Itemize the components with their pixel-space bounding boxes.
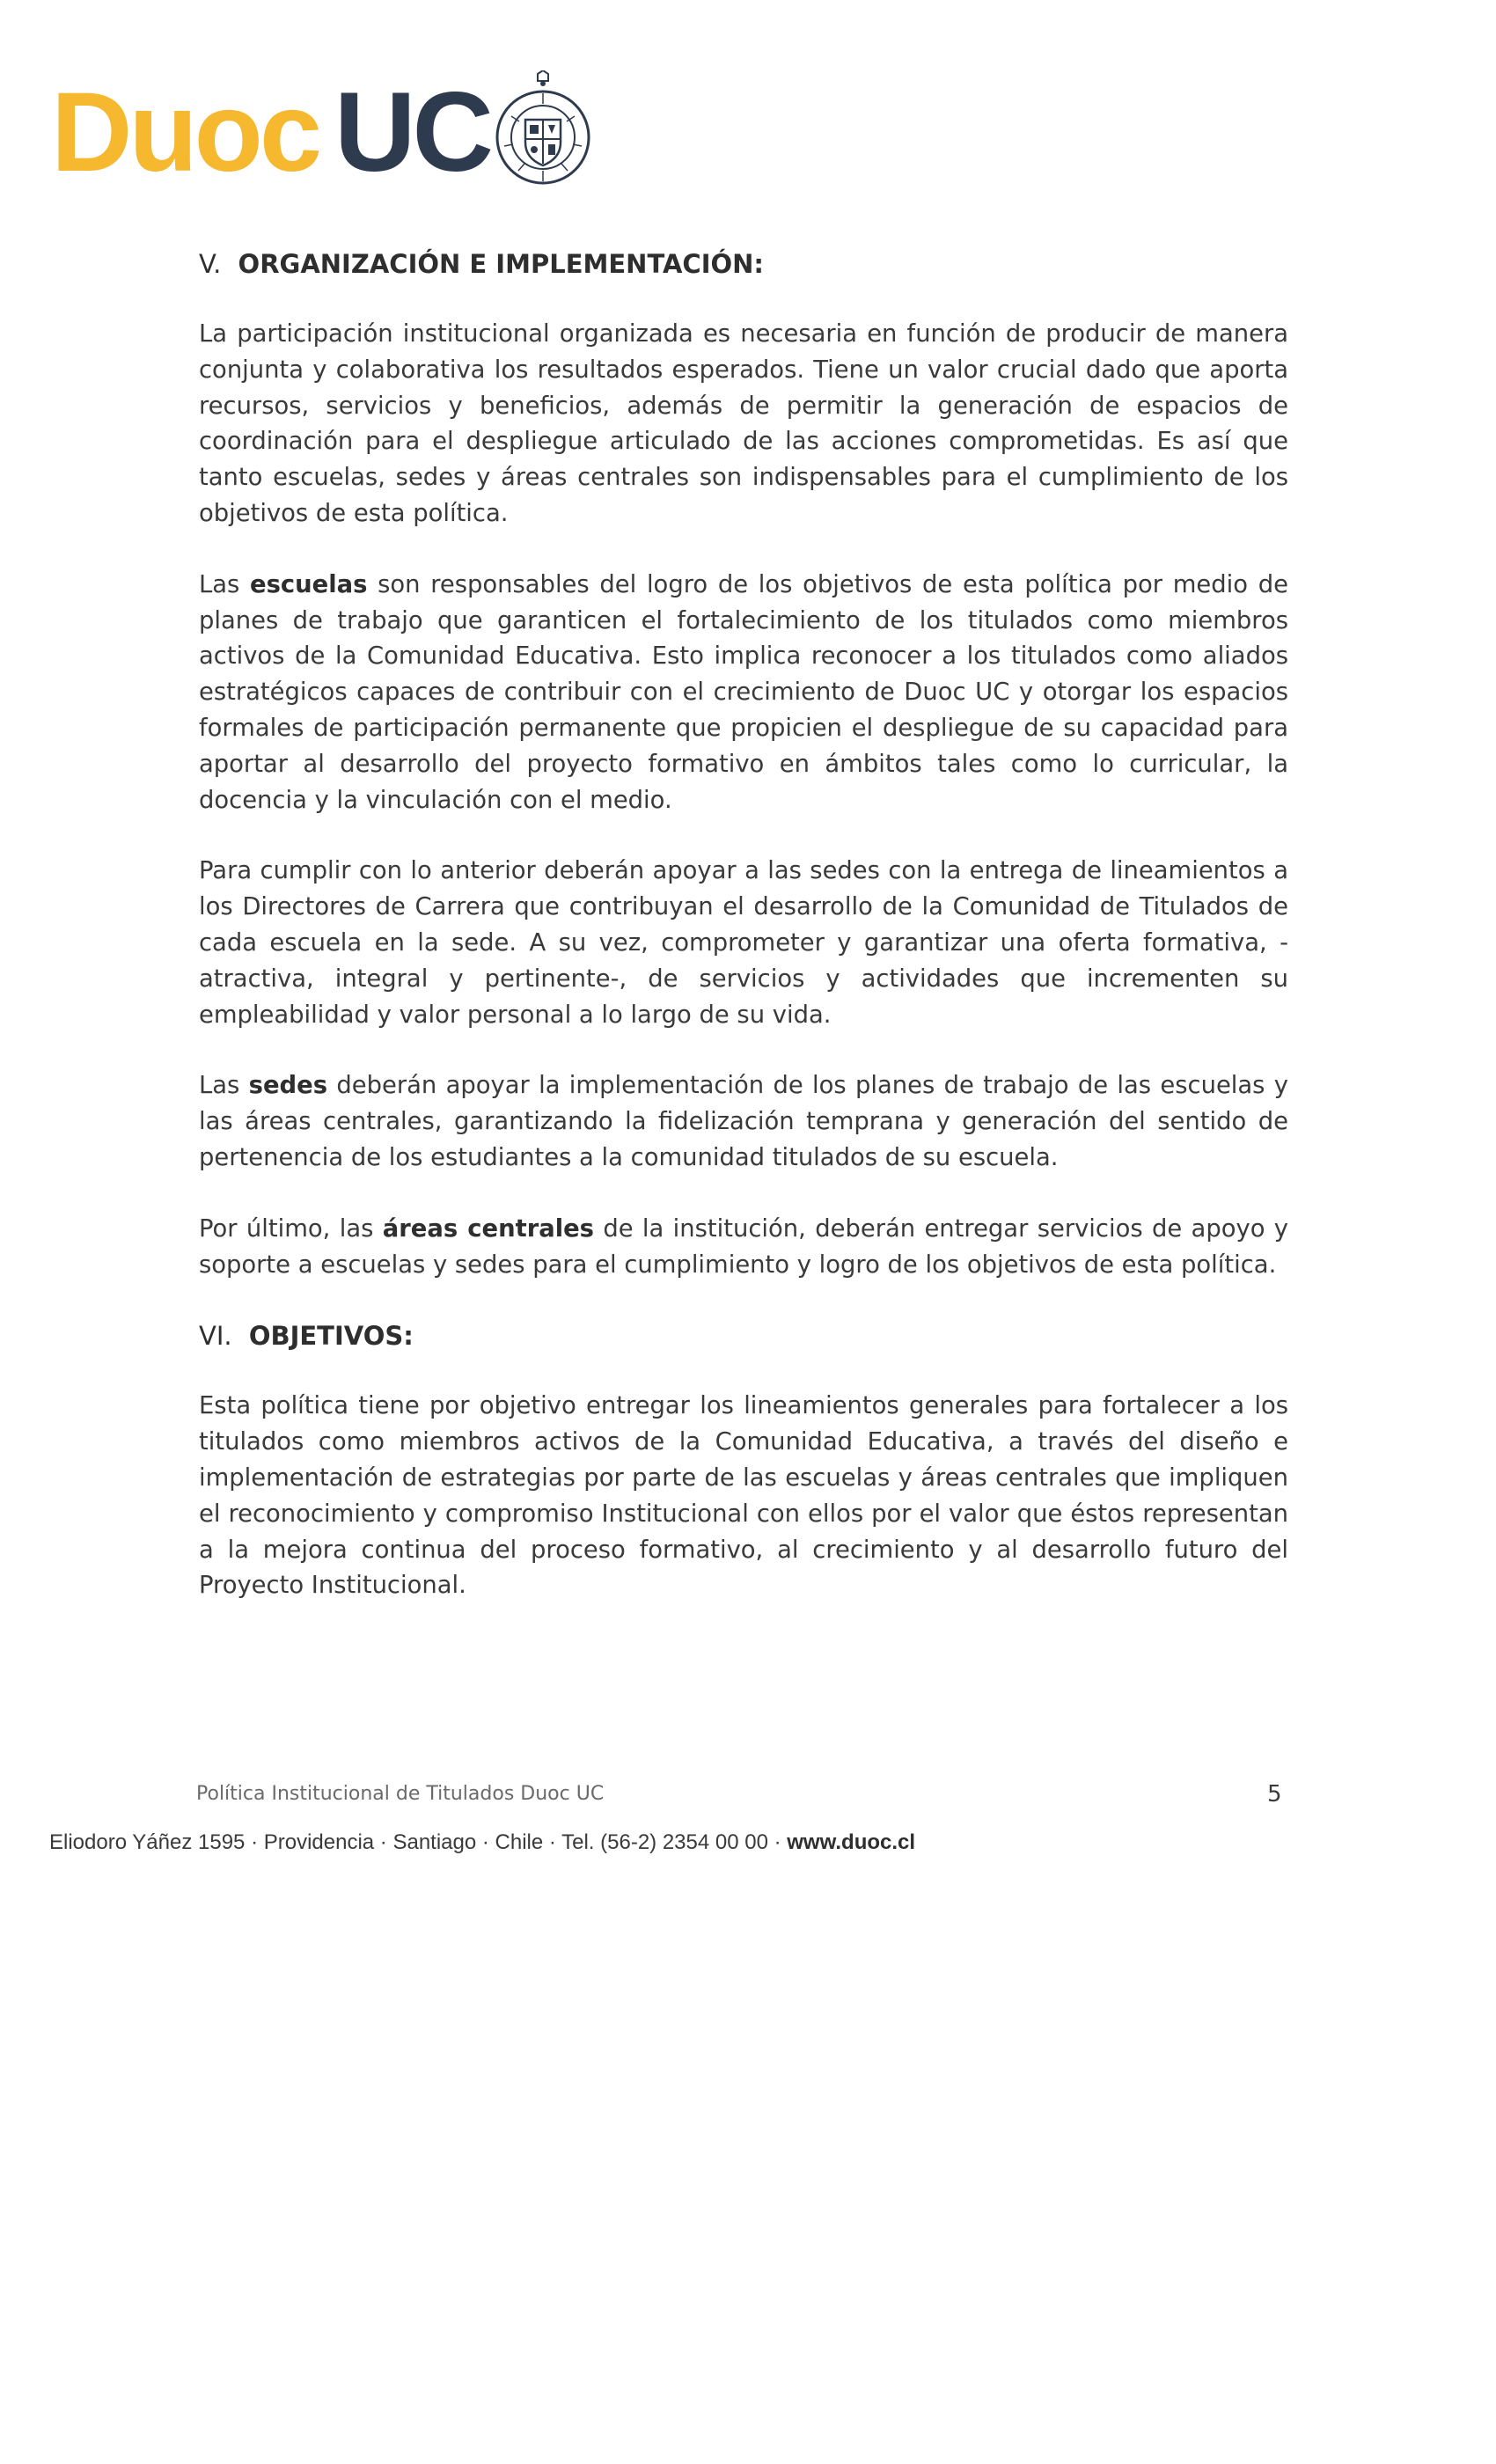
paragraph: Para cumplir con lo anterior deberán apoyar a las sedes con la entrega de lineamientos a los Directores de Carrera que contribuyan el desarrollo de la Comunidad de Titulados de cada escuela en la sede. A su vez, comprometer y garantizar una oferta formativa, -atractiva, integral y pertinente-, de servicios y actividades que incrementen su empleabilidad y valor personal a lo largo de su vida.	[199, 857, 1288, 1029]
section-heading-organizacion	[199, 246, 1288, 282]
section-number: V.	[199, 249, 222, 279]
page-number: 5	[1267, 1781, 1282, 1808]
section-title: ORGANIZACIÓN E IMPLEMENTACIÓN:	[238, 249, 765, 279]
website-link[interactable]: www.duoc.cl	[787, 1830, 916, 1854]
paragraph-escuelas: Las escuelas son responsables del logro de los objetivos de esta política por medio de planes de trabajo que garanticen el fortalecimiento de los titulados como miembros activos de la Comunidad Educativa. Esto implica reconocer a los titulados como aliados estratégicos capaces de contribuir con el crecimiento de Duoc UC y otorgar los espacios formales de participación permanente que propicien el despliegue de su capacidad para aportar al desarrollo del proyecto formativo en ámbitos tales como lo curricular, la docencia y la vinculación con el medio.	[199, 570, 1288, 814]
address-text: Eliodoro Yáñez 1595 · Providencia · Santiago · Chile · Tel. (56-2) 2354 00 00 ·	[49, 1830, 788, 1854]
duoc-uc-logo	[51, 70, 592, 195]
footer-document-title: Política Institucional de Titulados Duoc UC	[196, 1783, 605, 1805]
footer-address	[49, 1830, 915, 1855]
logo-uc-text: UC	[334, 70, 490, 195]
bold-term: escuelas	[250, 570, 368, 598]
paragraph: La participación institucional organizada es necesaria en función de producir de manera conjunta y colaborativa los resultados esperados. Tiene un valor crucial dado que aporta recursos, servicios y beneficios, además de permitir la generación de espacios de coordinación para el despliegue articulado de las acciones comprometidas. Es así que tanto escuelas, sedes y áreas centrales son indispensables para el cumplimiento de los objetivos de esta política.	[199, 320, 1288, 527]
bold-term: sedes	[248, 1072, 328, 1100]
paragraph-objetivos: Esta política tiene por objetivo entregar los lineamientos generales para fortalecer a los titulados como miembros activos de la Comunidad Educativa, a través del diseño e implementación de estrategias por parte de las escuelas y áreas centrales que impliquen el reconocimiento y compromiso Institucional con ellos por el valor que éstos representan a la mejora continua del proceso formativo, al crecimiento y al desarrollo futuro del Proyecto Institucional.	[199, 1392, 1288, 1600]
section-number: VI.	[199, 1321, 232, 1352]
paragraph-areas-centrales: Por último, las áreas centrales de la institución, deberán entregar servicios de apoyo y soporte a escuelas y sedes para el cumplimiento y logro de los objetivos de esta política.	[199, 1214, 1289, 1279]
university-seal-icon	[494, 70, 592, 189]
bold-term: áreas centrales	[382, 1214, 594, 1243]
paragraph-sedes: Las sedes deberán apoyar la implementación de los planes de trabajo de las escuelas y las áreas centrales, garantizando la fidelización temprana y generación del sentido de pertenencia de los estudiantes a la comunidad titulados de su escuela.	[199, 1072, 1288, 1171]
document-body	[199, 246, 1288, 1639]
section-heading-objetivos	[199, 1318, 1288, 1353]
logo-duoc-text: Duoc	[51, 70, 319, 195]
section-title: OBJETIVOS:	[248, 1321, 414, 1352]
